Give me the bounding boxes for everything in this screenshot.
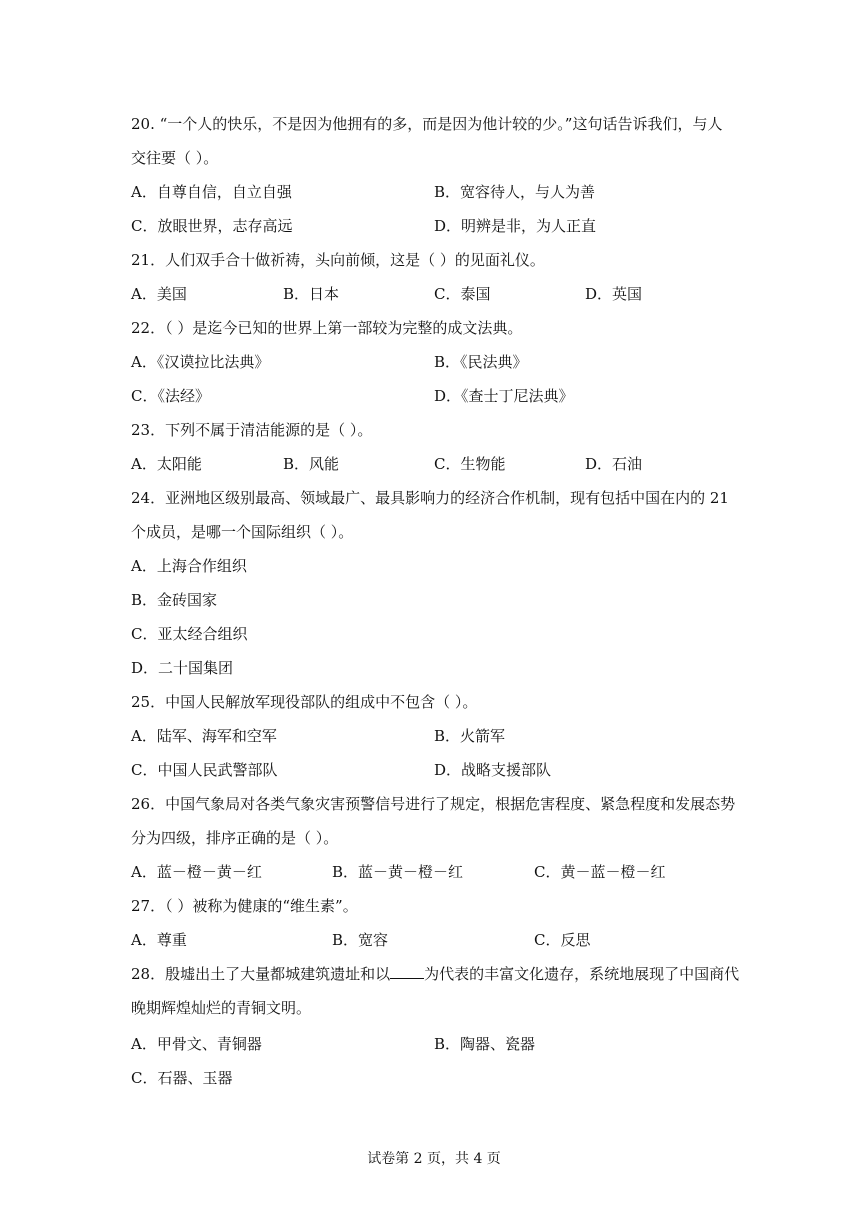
question-25-option-c: C．中国人民武警部队 [131, 761, 278, 779]
question-21-option-d: D．英国 [585, 285, 643, 303]
question-20-option-d: D．明辨是非，为人正直 [434, 217, 597, 235]
question-22-option-d: D．《查士丁尼法典》 [434, 387, 574, 405]
question-27-option-b: B．宽容 [332, 931, 389, 949]
question-28-option-b: B．陶器、瓷器 [434, 1035, 536, 1053]
question-23-option-d: D．石油 [585, 455, 643, 473]
question-24-option-c: C．亚太经合组织 [131, 625, 248, 643]
question-28-stem-post: 为代表的丰富文化遗存，系统地展现了中国商代 [424, 965, 740, 983]
question-24-option-d: D．二十国集团 [131, 659, 234, 677]
question-26-option-c: C．黄－蓝－橙－红 [534, 863, 666, 881]
question-22-option-c: C．《法经》 [131, 387, 210, 405]
question-22-stem: 22．（ ）是迄今已知的世界上第一部较为完整的成文法典。 [131, 319, 523, 337]
question-23-option-b: B．风能 [283, 455, 340, 473]
question-20-stem-line1: 20. “一个人的快乐，不是因为他拥有的多，而是因为他计较的少。”这句话告诉我们，与人 [131, 115, 723, 133]
page-footer: 试卷第 2 页，共 4 页 [367, 1151, 501, 1167]
question-26-stem-line2: 分为四级，排序正确的是（ ）。 [131, 829, 339, 847]
question-22-option-a: A．《汉谟拉比法典》 [131, 353, 270, 371]
question-24-option-b: B．金砖国家 [131, 591, 218, 609]
question-22-option-b: B．《民法典》 [434, 353, 528, 371]
question-20-option-b: B．宽容待人，与人为善 [434, 183, 596, 201]
question-28-option-a: A．甲骨文、青铜器 [131, 1035, 262, 1053]
question-20-option-a: A．自尊自信，自立自强 [131, 183, 292, 201]
question-26-option-b: B．蓝－黄－橙－红 [332, 863, 464, 881]
question-24-stem-line2: 个成员，是哪一个国际组织（ ）。 [131, 523, 354, 541]
question-25-option-d: D．战略支援部队 [434, 761, 552, 779]
question-28-stem-line2: 晚期辉煌灿烂的青铜文明。 [131, 999, 312, 1017]
question-28-stem-pre: 28．殷墟出土了大量都城建筑遗址和以 [131, 965, 391, 983]
question-21-option-c: C．泰国 [434, 285, 491, 303]
question-21-stem: 21．人们双手合十做祈祷，头向前倾，这是（ ）的见面礼仪。 [131, 251, 545, 269]
question-25-option-a: A．陆军、海军和空军 [131, 727, 277, 745]
question-23-option-c: C．生物能 [434, 455, 506, 473]
question-24-option-a: A．上海合作组织 [131, 557, 247, 575]
question-28-stem-line1 [131, 964, 739, 984]
question-23-stem: 23．下列不属于清洁能源的是（ ）。 [131, 421, 373, 439]
fill-in-blank [390, 964, 424, 979]
question-25-stem: 25．中国人民解放军现役部队的组成中不包含（ ）。 [131, 693, 478, 711]
question-27-option-a: A．尊重 [131, 931, 187, 949]
question-28-option-c: C．石器、玉器 [131, 1069, 233, 1087]
question-27-option-c: C．反思 [534, 931, 591, 949]
question-21-option-b: B．日本 [283, 285, 340, 303]
question-27-stem: 27．（ ）被称为健康的“维生素”。 [131, 897, 358, 915]
question-24-stem-line1: 24．亚洲地区级别最高、领域最广、最具影响力的经济合作机制，现有包括中国在内的 21 [131, 489, 729, 507]
question-26-option-a: A．蓝－橙－黄－红 [131, 863, 262, 881]
question-23-option-a: A．太阳能 [131, 455, 202, 473]
question-21-option-a: A．美国 [131, 285, 187, 303]
question-25-option-b: B．火箭军 [434, 727, 506, 745]
question-20-stem-line2: 交往要（ ）。 [131, 149, 219, 167]
question-20-option-c: C．放眼世界，志存高远 [131, 217, 293, 235]
question-26-stem-line1: 26．中国气象局对各类气象灾害预警信号进行了规定，根据危害程度、紧急程度和发展态势 [131, 795, 736, 813]
